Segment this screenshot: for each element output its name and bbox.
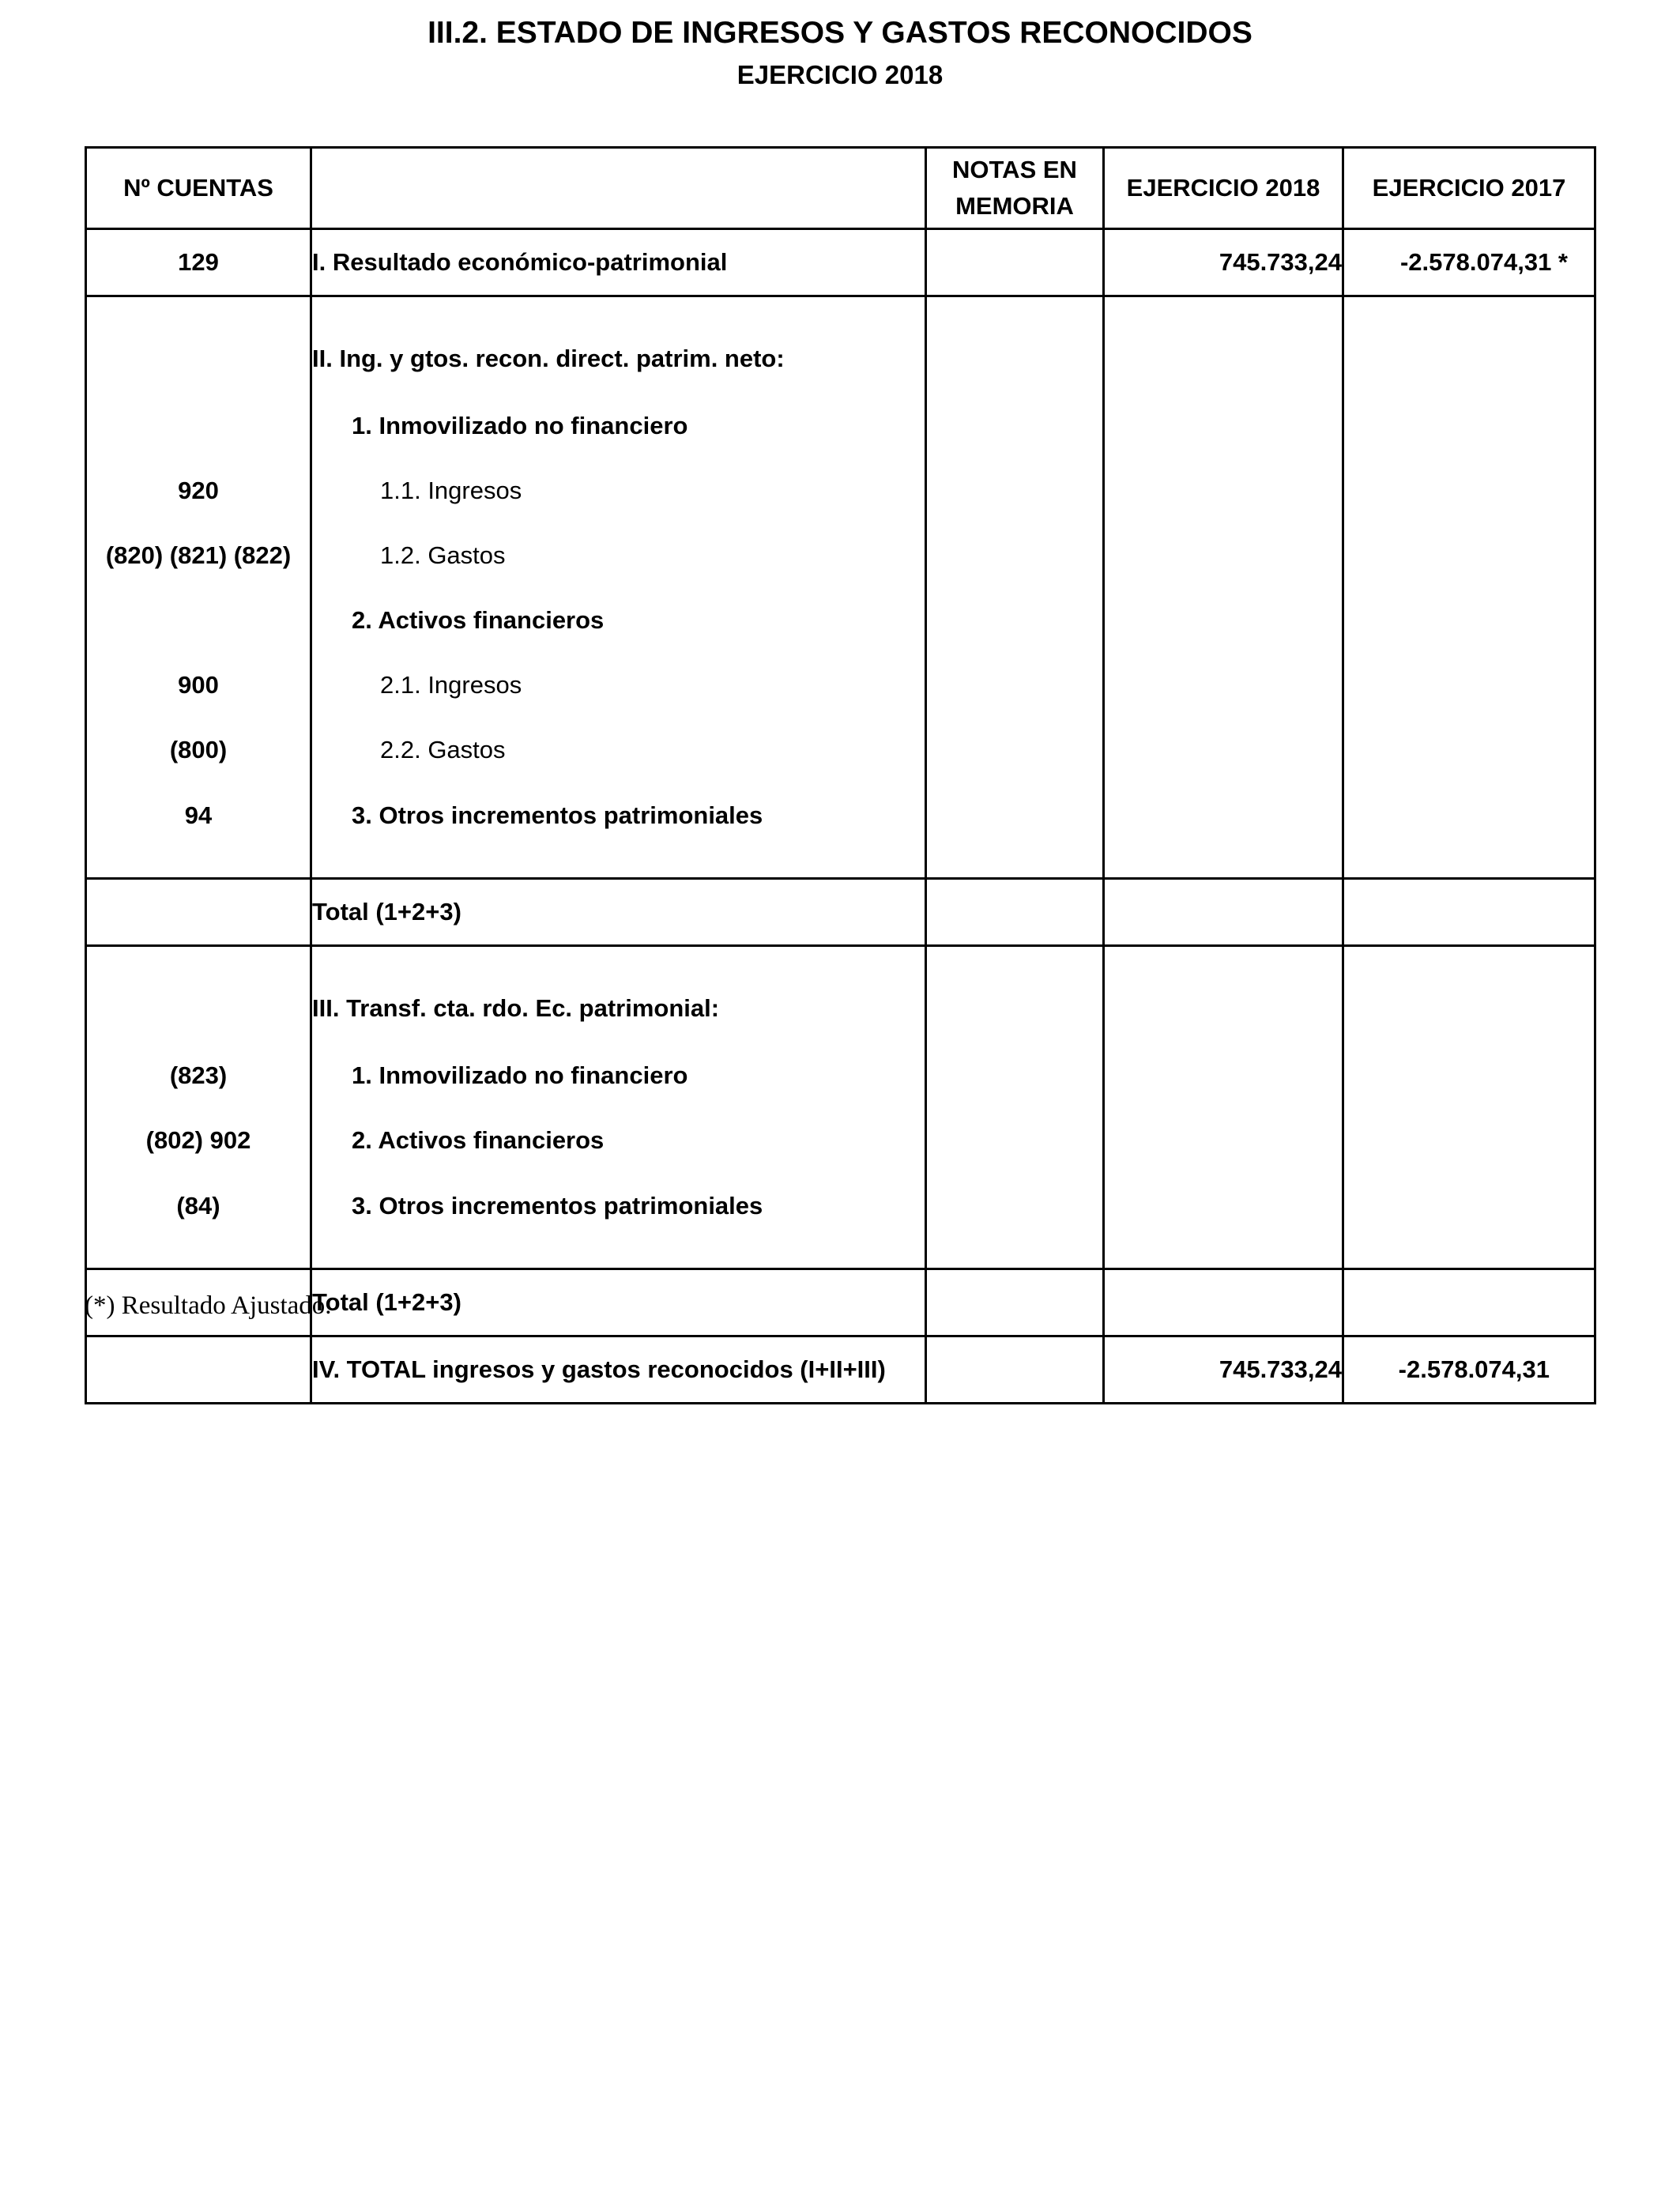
account-cell: (802) 902 — [86, 1108, 311, 1173]
value-2017-cell — [1343, 879, 1595, 946]
value-2018-cell: 745.733,24 — [1104, 229, 1343, 296]
value-2018-cell — [1104, 879, 1343, 946]
description-cell — [311, 653, 926, 718]
account-cell — [86, 588, 311, 653]
account-cell — [86, 394, 311, 458]
notes-cell — [926, 946, 1104, 1044]
notes-cell — [926, 653, 1104, 718]
table-row — [86, 1173, 1595, 1269]
value-2018-cell — [1104, 458, 1343, 523]
footnote: (*) Resultado Ajustado. — [85, 1291, 332, 1320]
value-2018-cell — [1104, 296, 1343, 394]
value-2018-cell — [1104, 394, 1343, 458]
document-title: III.2. ESTADO DE INGRESOS Y GASTOS RECONOCIDOS — [428, 16, 1252, 50]
value-2017-cell — [1343, 458, 1595, 523]
value-2018-cell — [1104, 1108, 1343, 1173]
account-cell: (800) — [86, 718, 311, 782]
item-label: 2. Activos financieros — [352, 606, 605, 634]
notes-cell — [926, 1108, 1104, 1173]
item-label: 3. Otros incrementos patrimoniales — [352, 801, 763, 829]
value-2017-cell — [1343, 1108, 1595, 1173]
value-2018-cell — [1104, 523, 1343, 588]
table-row-section-iii-heading — [86, 946, 1595, 1044]
description-cell: Total (1+2+3) — [311, 1269, 926, 1336]
table-row-section-ii-heading — [86, 296, 1595, 394]
value-2018-cell — [1104, 588, 1343, 653]
value-2017-cell — [1343, 946, 1595, 1044]
description-cell — [311, 523, 926, 588]
account-cell: (820) (821) (822) — [86, 523, 311, 588]
description-cell — [311, 718, 926, 782]
value-2017-cell — [1343, 1173, 1595, 1269]
account-cell: (823) — [86, 1043, 311, 1108]
value-2017-cell — [1343, 523, 1595, 588]
header-description — [311, 148, 926, 229]
value-2018-cell — [1104, 946, 1343, 1044]
value-2018-cell — [1104, 718, 1343, 782]
item-label: 1.2. Gastos — [380, 541, 506, 569]
description-cell: IV. TOTAL ingresos y gastos reconocidos (I+II+III) — [311, 1336, 926, 1404]
item-label: 2.1. Ingresos — [380, 671, 522, 699]
description-cell: Total (1+2+3) — [311, 879, 926, 946]
account-cell — [86, 879, 311, 946]
item-label: 1. Inmovilizado no financiero — [352, 1061, 688, 1089]
value-2017-cell — [1343, 718, 1595, 782]
table-row — [86, 588, 1595, 653]
description-cell — [311, 782, 926, 879]
account-cell: (84) — [86, 1173, 311, 1269]
header-notas-line2: MEMORIA — [955, 192, 1074, 220]
notes-cell — [926, 1043, 1104, 1108]
description-cell — [311, 394, 926, 458]
description-cell — [311, 458, 926, 523]
value-2017-cell — [1343, 588, 1595, 653]
notes-cell — [926, 229, 1104, 296]
value-2017-cell — [1343, 394, 1595, 458]
item-label: 3. Otros incrementos patrimoniales — [352, 1192, 763, 1220]
header-notas — [926, 148, 1104, 229]
value-2018-cell — [1104, 1269, 1343, 1336]
description-cell — [311, 1043, 926, 1108]
table-row — [86, 1043, 1595, 1108]
account-cell: 129 — [86, 229, 311, 296]
header-ejercicio-2017: EJERCICIO 2017 — [1343, 148, 1595, 229]
header-notas-line1: NOTAS EN — [952, 156, 1077, 183]
account-cell: 920 — [86, 458, 311, 523]
item-label: 2.2. Gastos — [380, 736, 506, 763]
table-row — [86, 782, 1595, 879]
table-row — [86, 653, 1595, 718]
notes-cell — [926, 296, 1104, 394]
value-2018-cell — [1104, 1173, 1343, 1269]
account-cell: 94 — [86, 782, 311, 879]
income-expense-table — [85, 146, 1596, 1404]
description-cell: II. Ing. y gtos. recon. direct. patrim. neto: — [311, 296, 926, 394]
value-2017-cell: -2.578.074,31 — [1343, 1336, 1595, 1404]
value-2017-cell — [1343, 653, 1595, 718]
table-row-total-ii — [86, 879, 1595, 946]
value-2018-cell — [1104, 1043, 1343, 1108]
notes-cell — [926, 1173, 1104, 1269]
account-cell — [86, 946, 311, 1044]
value-2017-cell — [1343, 296, 1595, 394]
table-row — [86, 1108, 1595, 1173]
notes-cell — [926, 523, 1104, 588]
description-cell — [311, 588, 926, 653]
table-row — [86, 718, 1595, 782]
notes-cell — [926, 458, 1104, 523]
table-header-row — [86, 148, 1595, 229]
item-label: 1. Inmovilizado no financiero — [352, 412, 688, 439]
notes-cell — [926, 394, 1104, 458]
value-2018-cell — [1104, 653, 1343, 718]
item-label: 1.1. Ingresos — [380, 477, 522, 504]
table-row-total-iv — [86, 1336, 1595, 1404]
value-2018-cell: 745.733,24 — [1104, 1336, 1343, 1404]
document-subtitle: EJERCICIO 2018 — [736, 60, 944, 89]
notes-cell — [926, 1269, 1104, 1336]
value-2017-cell — [1343, 782, 1595, 879]
account-cell — [86, 296, 311, 394]
table-row — [86, 394, 1595, 458]
value-2017-cell — [1343, 1043, 1595, 1108]
value-2017-cell: -2.578.074,31 * — [1343, 229, 1595, 296]
description-cell — [311, 1108, 926, 1173]
table-row-resultado — [86, 229, 1595, 296]
header-ejercicio-2018: EJERCICIO 2018 — [1104, 148, 1343, 229]
account-cell: 900 — [86, 653, 311, 718]
description-cell — [311, 1173, 926, 1269]
table-row — [86, 523, 1595, 588]
notes-cell — [926, 782, 1104, 879]
item-label: 2. Activos financieros — [352, 1126, 605, 1154]
notes-cell — [926, 879, 1104, 946]
account-cell — [86, 1336, 311, 1404]
description-cell: III. Transf. cta. rdo. Ec. patrimonial: — [311, 946, 926, 1044]
notes-cell — [926, 718, 1104, 782]
value-2017-cell — [1343, 1269, 1595, 1336]
table-row — [86, 458, 1595, 523]
notes-cell — [926, 1336, 1104, 1404]
value-2018-cell — [1104, 782, 1343, 879]
header-cuentas: Nº CUENTAS — [86, 148, 311, 229]
description-cell: I. Resultado económico-patrimonial — [311, 229, 926, 296]
notes-cell — [926, 588, 1104, 653]
